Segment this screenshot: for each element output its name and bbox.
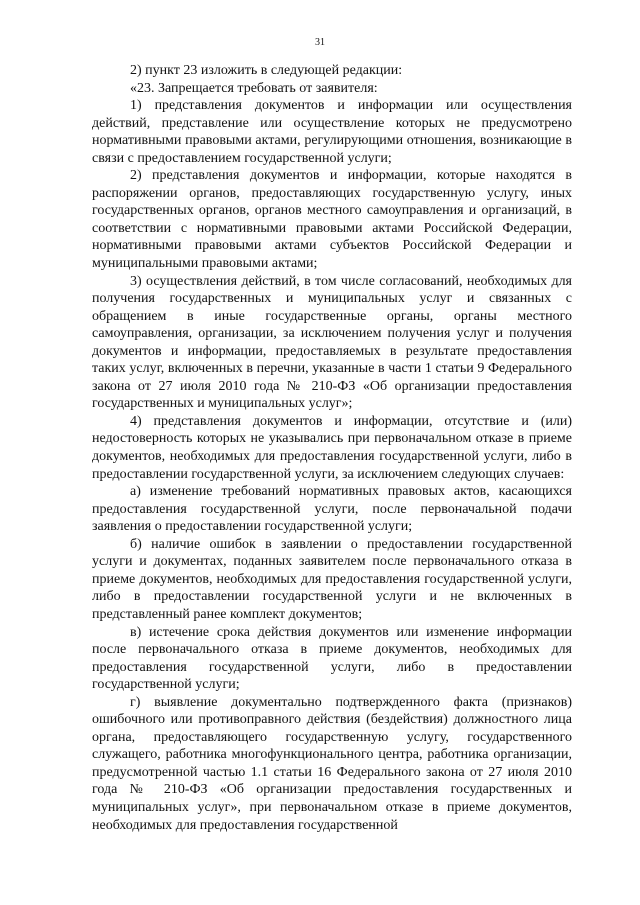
paragraph-item-2-intro: 2) пункт 23 изложить в следующей редакции: — [130, 63, 403, 78]
paragraph-list-item-1: 1) представления документов и информации или осуществления действий, представление или осуществление которых не предусмотрено нормативными правовыми актами, регулирующими отношения, возникающие в связи с предоставлением государственной услуги; — [92, 98, 572, 166]
paragraph-list-item-2: 2) представления документов и информации, которые находятся в распоряжении органов, предоставляющих государственную услугу, иных государственных органов, органов местного самоуправления и организаций, в соответствии с нормативными правовыми актами Российской Федерации, нормативными правовыми актами субъектов Российской Федерации и муниципальными правовыми актами; — [92, 168, 572, 272]
paragraph-subitem-a: а) изменение требований нормативных правовых актов, касающихся предоставления государственной услуги, после первоначальной подачи заявления о предоставлении государственной услуги; — [92, 484, 572, 535]
paragraph-list-item-3: 3) осуществления действий, в том числе согласований, необходимых для получения государственных и муниципальных услуг и связанных с обращением в иные государственные органы, органы местного самоуправления, организации, за исключением получения услуг и получения документов и информации, предоставляемых в результате предоставления таких услуг, включенных в перечни, указанные в части 1 статьи 9 Федерального закона от 27 июля 2010 года № 210-ФЗ «Об организации предоставления государственных и муниципальных услуг»; — [92, 273, 572, 412]
page-number: 31 — [315, 37, 325, 48]
paragraph-point-23-heading: «23. Запрещается требовать от заявителя: — [130, 80, 378, 96]
paragraph-subitem-g: г) выявление документально подтвержденного факта (признаков) ошибочного или противоправного действия (бездействия) должностного лица органа, предоставляющего государственную услугу, государственного служащего, работника многофункционального центра, работника организации, предусмотренной частью 1.1 статьи 16 Федерального закона от 27 июля 2010 года № 210-ФЗ «Об организации предоставления государственных и муниципальных услуг», при первоначальном отказе в приеме документов, необходимых для предоставления государственной — [92, 694, 572, 833]
paragraph-list-item-4: 4) представления документов и информации, отсутствие и (или) недостоверность которых не указывались при первоначальном отказе в приеме документов, необходимых для предоставления государственной услуги, либо в предоставлении государственной услуги, за исключением следующих случаев: — [92, 413, 572, 482]
paragraph-subitem-b: б) наличие ошибок в заявлении о предоставлении государственной услуги и документах, поданных заявителем после первоначального отказа в приеме документов, необходимых для предоставления государственной услуги, либо в предоставлении государственной услуги и не включенных в представленный ранее комплект документов; — [92, 536, 572, 622]
document-body — [92, 62, 572, 834]
paragraph-subitem-v: в) истечение срока действия документов или изменение информации после первоначального отказа в приеме документов, необходимых для предоставления государственной услуги, либо в предоставлении государственной услуги; — [92, 624, 572, 693]
